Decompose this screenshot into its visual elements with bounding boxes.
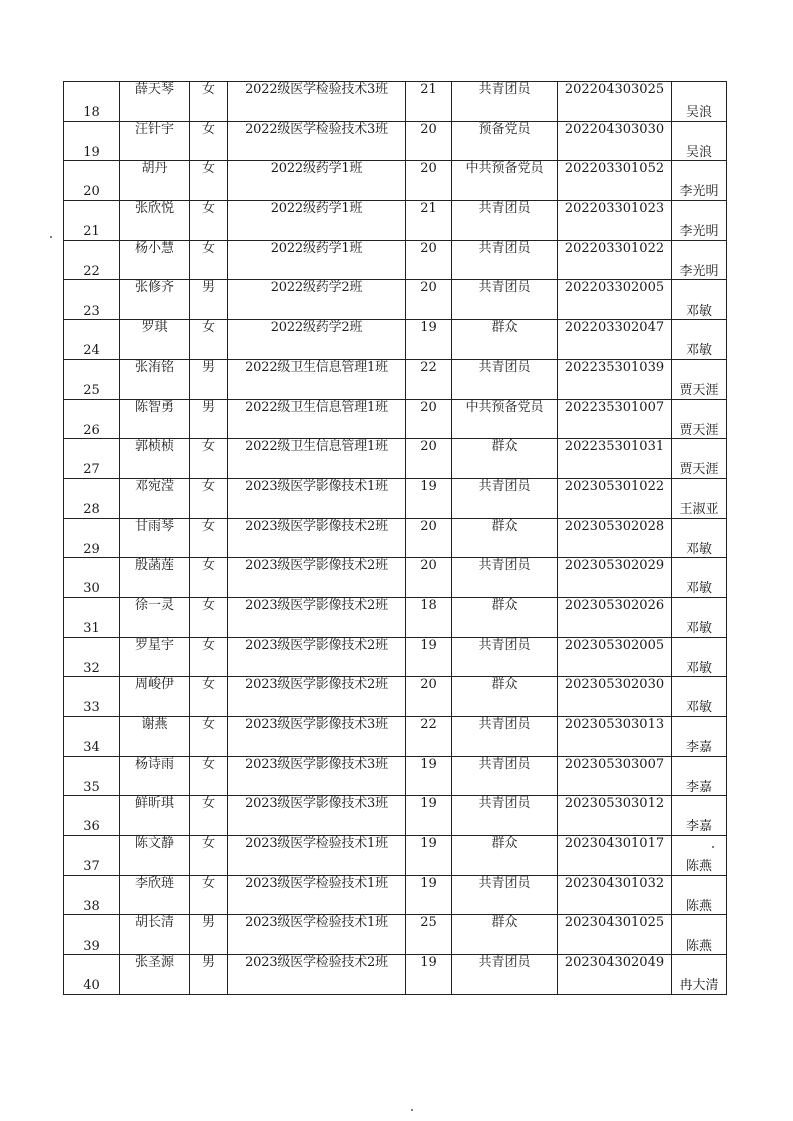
class-name: 2023级医学影像技术3班 [228, 717, 406, 757]
student-age: 20 [406, 518, 452, 558]
political-status: 共青团员 [452, 756, 558, 796]
student-sex: 女 [190, 478, 228, 518]
advisor-name: 李光明 [672, 201, 727, 241]
table-row [64, 518, 727, 558]
student-age: 21 [406, 82, 452, 122]
row-number: 22 [64, 240, 120, 280]
political-status: 群众 [452, 597, 558, 637]
student-age: 19 [406, 836, 452, 876]
table-row [64, 359, 727, 399]
student-sex: 女 [190, 320, 228, 360]
table-row [64, 161, 727, 201]
class-name: 2023级医学检验技术1班 [228, 915, 406, 955]
student-id: 202204303025 [558, 82, 672, 122]
political-status: 群众 [452, 320, 558, 360]
student-age: 18 [406, 597, 452, 637]
advisor-name: 陈燕 [672, 875, 727, 915]
table-row [64, 280, 727, 320]
student-name: 甘雨琴 [120, 518, 190, 558]
advisor-name: 李嘉 [672, 756, 727, 796]
political-status: 共青团员 [452, 240, 558, 280]
table-row [64, 597, 727, 637]
row-number: 33 [64, 677, 120, 717]
student-age: 20 [406, 399, 452, 439]
advisor-name: 李嘉 [672, 717, 727, 757]
student-age: 20 [406, 161, 452, 201]
advisor-name: 贾天涯 [672, 359, 727, 399]
table-row [64, 637, 727, 677]
student-sex: 女 [190, 240, 228, 280]
student-id: 202305302026 [558, 597, 672, 637]
table-row [64, 915, 727, 955]
class-name: 2022级药学2班 [228, 320, 406, 360]
student-id: 202203302047 [558, 320, 672, 360]
table-row [64, 240, 727, 280]
class-name: 2023级医学影像技术2班 [228, 637, 406, 677]
student-id: 202305303013 [558, 717, 672, 757]
political-status: 共青团员 [452, 637, 558, 677]
advisor-name: 贾天涯 [672, 399, 727, 439]
student-id: 202203301023 [558, 201, 672, 241]
advisor-name: 邓敏 [672, 597, 727, 637]
student-age: 20 [406, 677, 452, 717]
student-id: 202305302030 [558, 677, 672, 717]
political-status: 共青团员 [452, 717, 558, 757]
political-status: 群众 [452, 439, 558, 479]
student-id: 202203302005 [558, 280, 672, 320]
student-id: 202203301022 [558, 240, 672, 280]
table-row [64, 399, 727, 439]
student-name: 陈智勇 [120, 399, 190, 439]
student-id: 202304302049 [558, 955, 672, 995]
roster-body [64, 82, 727, 995]
advisor-name: 李光明 [672, 161, 727, 201]
student-age: 19 [406, 478, 452, 518]
student-name: 薛天琴 [120, 82, 190, 122]
class-name: 2022级药学1班 [228, 201, 406, 241]
student-sex: 男 [190, 280, 228, 320]
row-number: 39 [64, 915, 120, 955]
table-row [64, 558, 727, 598]
class-name: 2023级医学检验技术1班 [228, 836, 406, 876]
political-status: 共青团员 [452, 478, 558, 518]
political-status: 中共预备党员 [452, 161, 558, 201]
political-status: 共青团员 [452, 558, 558, 598]
student-name: 罗星宇 [120, 637, 190, 677]
class-name: 2022级医学检验技术3班 [228, 121, 406, 161]
political-status: 群众 [452, 677, 558, 717]
student-sex: 女 [190, 677, 228, 717]
scan-speck [50, 236, 52, 238]
advisor-name: 冉大清 [672, 955, 727, 995]
student-id: 202235301007 [558, 399, 672, 439]
class-name: 2023级医学影像技术2班 [228, 677, 406, 717]
advisor-name: 邓敏 [672, 280, 727, 320]
student-id: 202235301039 [558, 359, 672, 399]
advisor-name: 邓敏 [672, 637, 727, 677]
student-age: 20 [406, 121, 452, 161]
student-name: 周峻伊 [120, 677, 190, 717]
row-number: 24 [64, 320, 120, 360]
student-age: 20 [406, 439, 452, 479]
class-name: 2023级医学检验技术2班 [228, 955, 406, 995]
political-status: 共青团员 [452, 82, 558, 122]
student-name: 徐一灵 [120, 597, 190, 637]
student-name: 胡丹 [120, 161, 190, 201]
political-status: 共青团员 [452, 955, 558, 995]
student-id: 202304301017 [558, 836, 672, 876]
row-number: 38 [64, 875, 120, 915]
table-row [64, 320, 727, 360]
student-sex: 女 [190, 717, 228, 757]
student-age: 22 [406, 717, 452, 757]
row-number: 35 [64, 756, 120, 796]
advisor-name: 吴浪 [672, 82, 727, 122]
student-id: 202304301025 [558, 915, 672, 955]
student-sex: 女 [190, 121, 228, 161]
class-name: 2022级医学检验技术3班 [228, 82, 406, 122]
class-name: 2023级医学影像技术3班 [228, 796, 406, 836]
student-sex: 女 [190, 637, 228, 677]
advisor-name: 贾天涯 [672, 439, 727, 479]
student-sex: 女 [190, 518, 228, 558]
student-id: 202304301032 [558, 875, 672, 915]
row-number: 23 [64, 280, 120, 320]
student-id: 202305302028 [558, 518, 672, 558]
student-sex: 女 [190, 82, 228, 122]
student-name: 陈文静 [120, 836, 190, 876]
advisor-name: 陈燕 [672, 836, 727, 876]
table-row [64, 677, 727, 717]
student-name: 谢燕 [120, 717, 190, 757]
document-page [63, 81, 727, 995]
student-name: 胡长清 [120, 915, 190, 955]
political-status: 群众 [452, 836, 558, 876]
row-number: 18 [64, 82, 120, 122]
class-name: 2022级卫生信息管理1班 [228, 439, 406, 479]
row-number: 20 [64, 161, 120, 201]
table-row [64, 478, 727, 518]
advisor-name: 陈燕 [672, 915, 727, 955]
student-name: 郭桢桢 [120, 439, 190, 479]
row-number: 27 [64, 439, 120, 479]
student-name: 杨小慧 [120, 240, 190, 280]
student-age: 19 [406, 955, 452, 995]
student-age: 19 [406, 320, 452, 360]
student-age: 20 [406, 280, 452, 320]
student-sex: 女 [190, 756, 228, 796]
row-number: 31 [64, 597, 120, 637]
student-age: 22 [406, 359, 452, 399]
advisor-name: 王淑亚 [672, 478, 727, 518]
student-id: 202305303012 [558, 796, 672, 836]
class-name: 2022级卫生信息管理1班 [228, 399, 406, 439]
student-id: 202305302029 [558, 558, 672, 598]
student-name: 张洧铭 [120, 359, 190, 399]
student-id: 202203301052 [558, 161, 672, 201]
political-status: 共青团员 [452, 875, 558, 915]
student-age: 19 [406, 796, 452, 836]
class-name: 2022级药学2班 [228, 280, 406, 320]
student-sex: 女 [190, 597, 228, 637]
student-age: 21 [406, 201, 452, 241]
advisor-name: 邓敏 [672, 677, 727, 717]
table-row [64, 756, 727, 796]
student-sex: 女 [190, 161, 228, 201]
advisor-name: 邓敏 [672, 518, 727, 558]
student-name: 邓宛滢 [120, 478, 190, 518]
student-sex: 男 [190, 359, 228, 399]
table-row [64, 201, 727, 241]
student-roster-table [63, 81, 727, 995]
table-row [64, 439, 727, 479]
political-status: 共青团员 [452, 796, 558, 836]
class-name: 2023级医学影像技术3班 [228, 756, 406, 796]
student-age: 19 [406, 875, 452, 915]
student-name: 罗琪 [120, 320, 190, 360]
student-sex: 男 [190, 915, 228, 955]
class-name: 2022级卫生信息管理1班 [228, 359, 406, 399]
row-number: 40 [64, 955, 120, 995]
row-number: 26 [64, 399, 120, 439]
student-name: 张修齐 [120, 280, 190, 320]
student-id: 202305302005 [558, 637, 672, 677]
table-row [64, 121, 727, 161]
class-name: 2023级医学影像技术1班 [228, 478, 406, 518]
row-number: 29 [64, 518, 120, 558]
row-number: 19 [64, 121, 120, 161]
political-status: 共青团员 [452, 280, 558, 320]
row-number: 25 [64, 359, 120, 399]
advisor-name: 李光明 [672, 240, 727, 280]
class-name: 2023级医学影像技术2班 [228, 518, 406, 558]
student-sex: 女 [190, 201, 228, 241]
student-age: 19 [406, 637, 452, 677]
student-name: 汪针宇 [120, 121, 190, 161]
student-id: 202235301031 [558, 439, 672, 479]
student-age: 19 [406, 756, 452, 796]
political-status: 群众 [452, 518, 558, 558]
political-status: 共青团员 [452, 201, 558, 241]
student-age: 20 [406, 240, 452, 280]
table-row [64, 717, 727, 757]
row-number: 32 [64, 637, 120, 677]
advisor-name: 吴浪 [672, 121, 727, 161]
political-status: 中共预备党员 [452, 399, 558, 439]
student-sex: 女 [190, 836, 228, 876]
scan-speck [712, 846, 714, 848]
student-sex: 女 [190, 558, 228, 598]
row-number: 30 [64, 558, 120, 598]
student-sex: 女 [190, 796, 228, 836]
student-id: 202305301022 [558, 478, 672, 518]
political-status: 预备党员 [452, 121, 558, 161]
student-id: 202305303007 [558, 756, 672, 796]
table-row [64, 796, 727, 836]
table-row [64, 836, 727, 876]
scan-speck [411, 1109, 413, 1111]
row-number: 36 [64, 796, 120, 836]
student-sex: 女 [190, 439, 228, 479]
student-name: 张圣源 [120, 955, 190, 995]
student-name: 鲜昕琪 [120, 796, 190, 836]
political-status: 群众 [452, 915, 558, 955]
student-name: 殷菡莲 [120, 558, 190, 598]
class-name: 2023级医学检验技术1班 [228, 875, 406, 915]
row-number: 34 [64, 717, 120, 757]
class-name: 2022级药学1班 [228, 240, 406, 280]
student-age: 20 [406, 558, 452, 598]
student-sex: 男 [190, 399, 228, 439]
table-row [64, 955, 727, 995]
advisor-name: 邓敏 [672, 558, 727, 598]
row-number: 21 [64, 201, 120, 241]
class-name: 2023级医学影像技术2班 [228, 558, 406, 598]
row-number: 37 [64, 836, 120, 876]
advisor-name: 李嘉 [672, 796, 727, 836]
advisor-name: 邓敏 [672, 320, 727, 360]
student-sex: 女 [190, 875, 228, 915]
row-number: 28 [64, 478, 120, 518]
table-row [64, 82, 727, 122]
student-age: 25 [406, 915, 452, 955]
class-name: 2023级医学影像技术2班 [228, 597, 406, 637]
student-name: 杨诗雨 [120, 756, 190, 796]
student-id: 202204303030 [558, 121, 672, 161]
student-sex: 男 [190, 955, 228, 995]
student-name: 张欣悦 [120, 201, 190, 241]
class-name: 2022级药学1班 [228, 161, 406, 201]
table-row [64, 875, 727, 915]
political-status: 共青团员 [452, 359, 558, 399]
student-name: 李欣琏 [120, 875, 190, 915]
